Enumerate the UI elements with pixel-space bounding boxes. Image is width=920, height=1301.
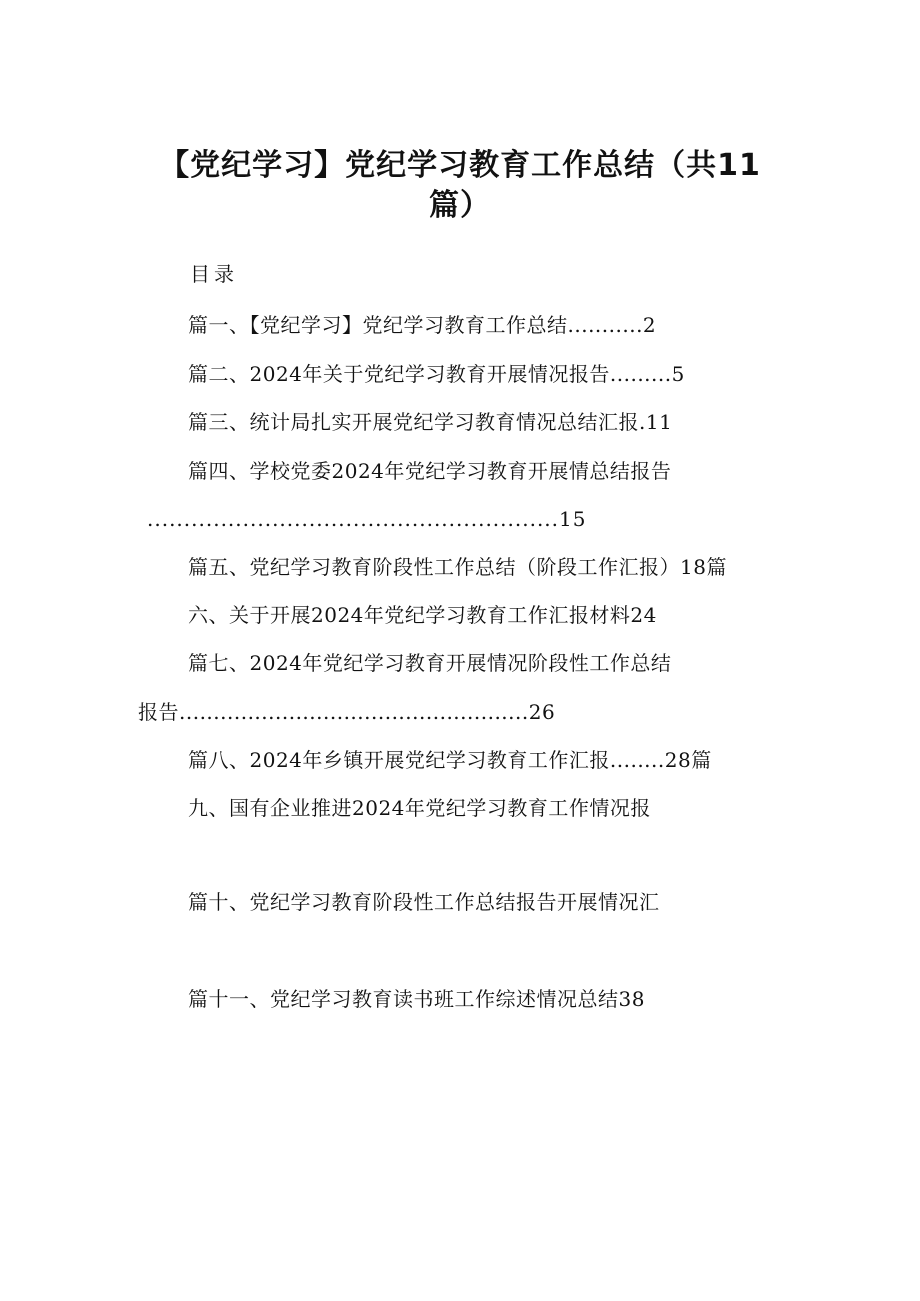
- toc-entry-1[interactable]: 篇一、【党纪学习】党纪学习教育工作总结...........2: [188, 313, 657, 337]
- toc-entry-11[interactable]: 篇十一、党纪学习教育读书班工作综述情况总结38: [188, 987, 645, 1011]
- toc-entry-4-leader: ........................................................15: [147, 507, 587, 531]
- toc-heading: 目录: [190, 262, 238, 286]
- toc-entry-7-continuation: 报告...................................................26: [138, 700, 556, 724]
- document-title-line2: 篇）: [429, 188, 491, 223]
- document-title-line1: 【党纪学习】党纪学习教育工作总结（共11: [159, 148, 761, 183]
- toc-entry-10[interactable]: 篇十、党纪学习教育阶段性工作总结报告开展情况汇: [188, 890, 660, 914]
- toc-entry-2[interactable]: 篇二、2024年关于党纪学习教育开展情况报告.........5: [188, 362, 685, 386]
- toc-entry-7[interactable]: 篇七、2024年党纪学习教育开展情况阶段性工作总结: [188, 651, 672, 675]
- toc-entry-6[interactable]: 六、关于开展2024年党纪学习教育工作汇报材料24: [188, 603, 657, 627]
- toc-entry-8[interactable]: 篇八、2024年乡镇开展党纪学习教育工作汇报........28篇: [188, 748, 712, 772]
- toc-entry-5[interactable]: 篇五、党纪学习教育阶段性工作总结（阶段工作汇报）18篇: [188, 555, 727, 579]
- toc-entry-4[interactable]: 篇四、学校党委2024年党纪学习教育开展情总结报告: [188, 459, 672, 483]
- toc-entry-9[interactable]: 九、国有企业推进2024年党纪学习教育工作情况报: [188, 796, 651, 820]
- toc-entry-3[interactable]: 篇三、统计局扎实开展党纪学习教育情况总结汇报.11: [188, 410, 673, 434]
